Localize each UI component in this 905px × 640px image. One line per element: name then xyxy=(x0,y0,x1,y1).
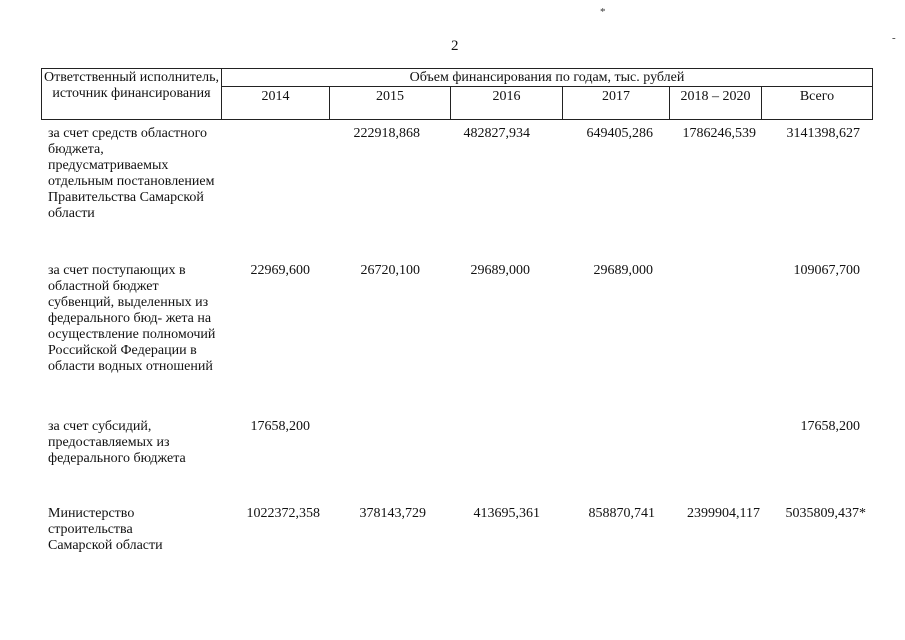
header-year-2017: 2017 xyxy=(563,87,670,119)
cell-r4-2017: 858870,741 xyxy=(588,506,655,521)
header-responsible: Ответственный исполнитель, источник финансирования xyxy=(42,69,222,119)
cell-r4-total: 5035809,437* xyxy=(785,506,866,521)
cell-r2-2015: 26720,100 xyxy=(360,263,420,278)
stray-mark-top: * xyxy=(600,6,606,18)
cell-r3-total: 17658,200 xyxy=(800,419,860,434)
page-number: 2 xyxy=(451,38,459,54)
cell-r2-2016: 29689,000 xyxy=(470,263,530,278)
cell-r4-2015: 378143,729 xyxy=(359,506,426,521)
cell-r1-2017: 649405,286 xyxy=(586,126,653,141)
row-label-federal-subventions: за счет поступающих в областной бюджет субвенций, выделенных из федерального бюд- жета на осуществление полномочий Российской Федерации в области водных отношений xyxy=(48,263,216,374)
row-label-regional-budget: за счет средств областного бюджета, предусматриваемых отдельным постановлением Правительства Самарской области xyxy=(48,126,215,221)
header-year-2015: 2015 xyxy=(330,87,451,119)
cell-r2-2017: 29689,000 xyxy=(593,263,653,278)
cell-r1-total: 3141398,627 xyxy=(786,126,860,141)
stray-mark-right: - xyxy=(892,32,896,44)
header-total: Всего xyxy=(799,89,835,104)
cell-r2-total: 109067,700 xyxy=(793,263,860,278)
cell-r1-2015: 222918,868 xyxy=(353,126,420,141)
cell-r2-2014: 22969,600 xyxy=(250,263,310,278)
cell-r1-2018-2020: 1786246,539 xyxy=(682,126,756,141)
cell-r1-2016: 482827,934 xyxy=(463,126,530,141)
cell-r4-2014: 1022372,358 xyxy=(246,506,320,521)
header-year-2016: 2016 xyxy=(451,87,563,119)
cell-r4-2016: 413695,361 xyxy=(473,506,540,521)
cell-r3-2014: 17658,200 xyxy=(250,419,310,434)
cell-r4-2018-2020: 2399904,117 xyxy=(687,506,760,521)
header-volume: Объем финансирования по годам, тыс. рублей xyxy=(222,69,872,87)
header-year-2014: 2014 xyxy=(222,87,330,119)
header-year-2018-2020: 2018 – 2020 xyxy=(670,87,762,119)
row-label-federal-subsidies: за счет субсидий, предоставляемых из федерального бюджета xyxy=(48,419,186,466)
table-header xyxy=(41,68,873,120)
row-label-ministry-construction: Министерство строительства Самарской области xyxy=(48,506,163,553)
